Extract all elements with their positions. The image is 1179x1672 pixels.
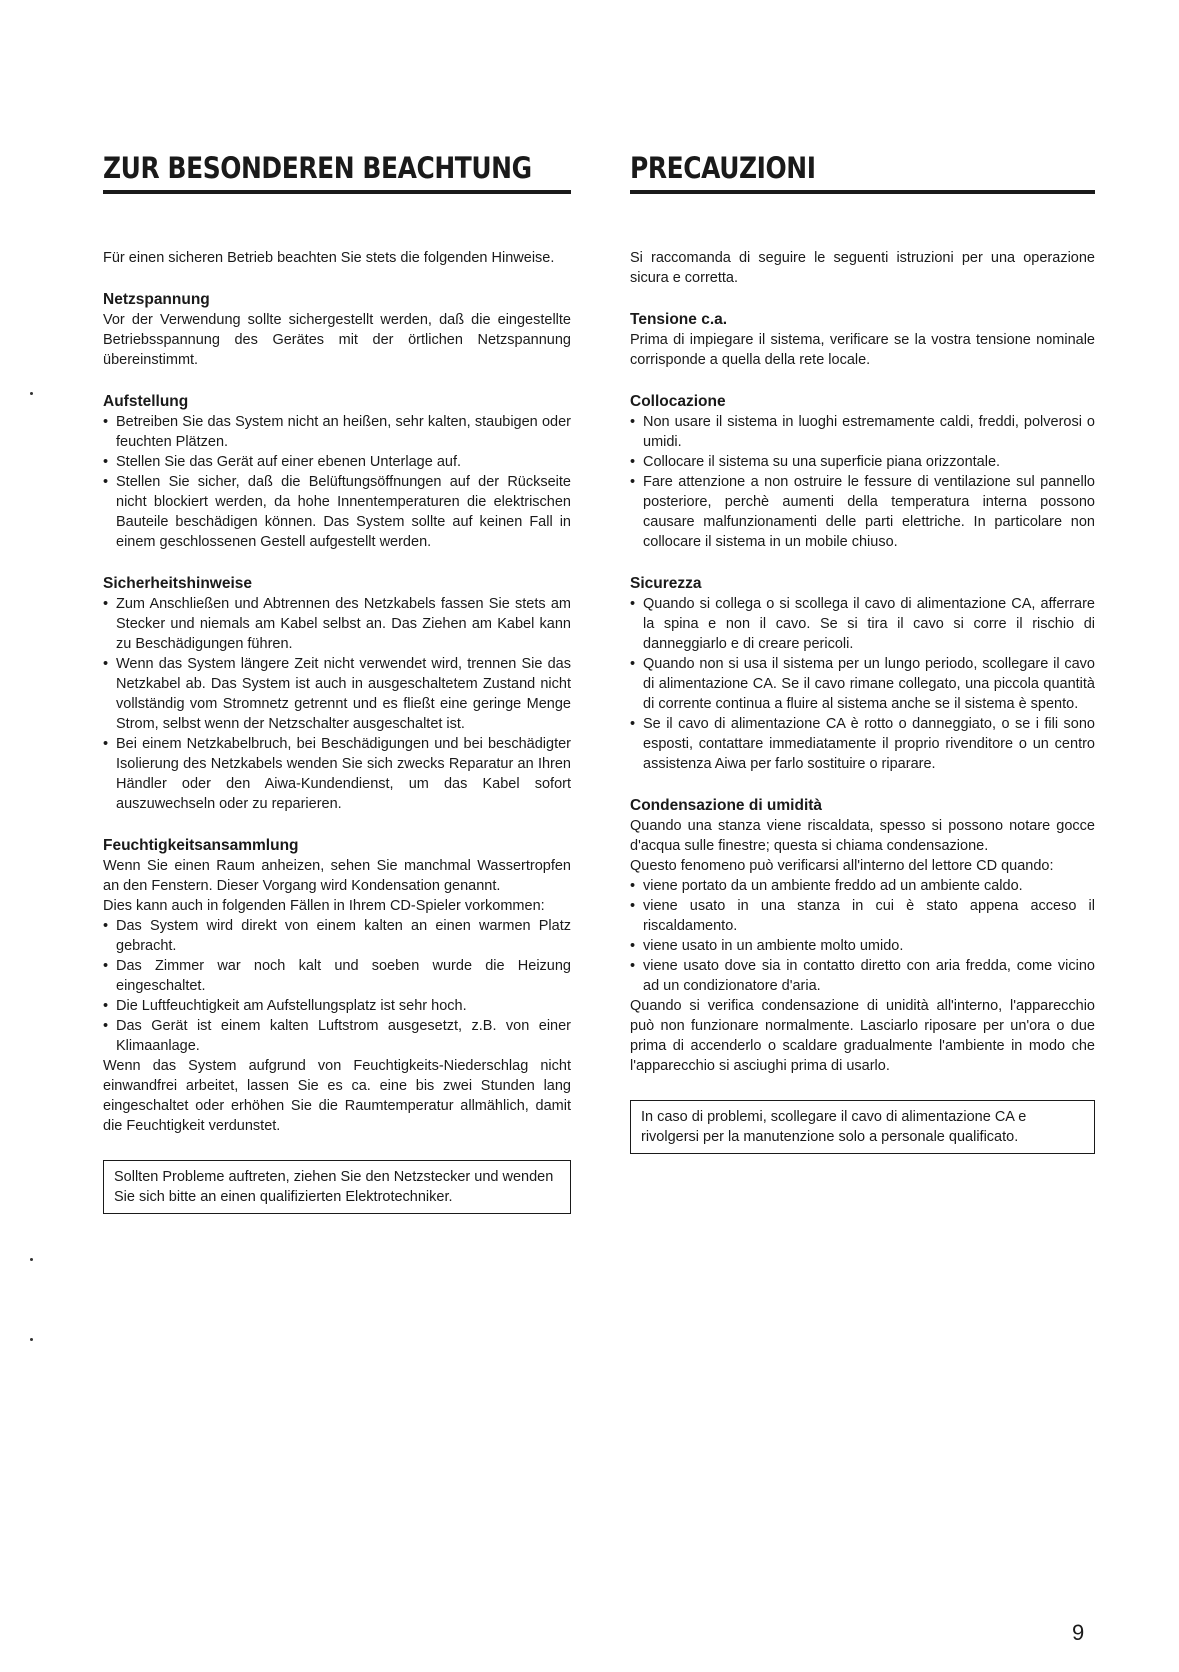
page-number: 9 xyxy=(1072,1620,1085,1645)
list-item: • Fare attenzione a non ostruire le fessure di ventilazione sul pannello posteriore, perchè aumenti della temperatura interna possono causare malfunzionamenti delle parti elettriche. In particolare non collocare il sistema in un mobile chiuso. xyxy=(630,474,1095,550)
section-sicherheitshinweise xyxy=(103,574,571,814)
section-text: Vor der Verwendung sollte sichergestellt werden, daß die eingestellte Betriebsspannung des Gerätes mit der örtlichen Netzspannung übereinstimmt. xyxy=(103,312,571,368)
list-item: • Zum Anschließen und Abtrennen des Netzkabels fassen Sie stets am Stecker und niemals am Kabel selbst an. Das Ziehen am Kabel kann zu Beschädigungen führen. xyxy=(103,596,571,652)
list-item: • Stellen Sie sicher, daß die Belüftungsöffnungen auf der Rückseite nicht blockiert werden, da hohe Innentemperaturen die elektrischen Bauteile beschädigen können. Das System sollte auf keinen Fall in einem geschlossenen Gestell aufgestellt werden. xyxy=(103,474,571,550)
list-item: • Non usare il sistema in luoghi estremamente caldi, freddi, polverosi o umidi. xyxy=(630,414,1095,450)
bullet-list xyxy=(103,916,571,1056)
german-notice-box: Sollten Probleme auftreten, ziehen Sie den Netzstecker und wenden Sie sich bitte an einen qualifizierten Elektrotechniker. xyxy=(103,1160,571,1214)
italian-title: PRECAUZIONI xyxy=(630,151,816,185)
section-condensazione xyxy=(630,796,1095,1076)
section-heading: Collocazione xyxy=(630,393,726,410)
list-item: • Das System wird direkt von einem kalten an einen warmen Platz gebracht. xyxy=(103,918,571,954)
section-collocazione xyxy=(630,392,1095,552)
section-tensione xyxy=(630,310,1095,370)
section-heading: Aufstellung xyxy=(103,393,189,410)
section-text: Quando si verifica condensazione di unidità all'interno, l'apparecchio può non funzionare normalmente. Lasciarlo riposare per un'ora o due prima di accenderlo o scaldare gradualmente l'ambiente in modo che l'apparecchio si asciughi prima di usarlo. xyxy=(630,998,1095,1074)
section-heading: Feuchtigkeitsansammlung xyxy=(103,837,299,854)
list-item: • viene usato in una stanza in cui è stato appena acceso il riscaldamento. xyxy=(630,898,1095,934)
list-item: • Se il cavo di alimentazione CA è rotto o danneggiato, o se i fili sono esposti, contattare immediatamente il proprio rivenditore o un centro assistenza Aiwa per farlo sostituire o riparare. xyxy=(630,716,1095,772)
bullet-list xyxy=(630,412,1095,552)
italian-title-rule xyxy=(630,190,1095,194)
bullet-list xyxy=(103,594,571,814)
section-feuchtigkeitsansammlung xyxy=(103,836,571,1136)
bullet-list xyxy=(630,876,1095,996)
italian-notice-box: In caso di problemi, scollegare il cavo di alimentazione CA e rivolgersi per la manutenzione solo a personale qualificato. xyxy=(630,1100,1095,1154)
italian-intro: Si raccomanda di seguire le seguenti istruzioni per una operazione sicura e corretta. xyxy=(630,250,1095,286)
section-heading: Sicurezza xyxy=(630,575,702,592)
list-item: • Quando non si usa il sistema per un lungo periodo, scollegare il cavo di alimentazione CA. Se il cavo rimane collegato, una piccola quantità di corrente continua a fluire al sistema anche se il sistema è spento. xyxy=(630,656,1095,712)
german-title-rule xyxy=(103,190,571,194)
section-heading: Tensione c.a. xyxy=(630,311,728,328)
list-item: • Betreiben Sie das System nicht an heißen, sehr kalten, staubigen oder feuchten Plätzen. xyxy=(103,414,571,450)
section-heading: Sicherheitshinweise xyxy=(103,575,253,592)
list-item: • Stellen Sie das Gerät auf einer ebenen Unterlage auf. xyxy=(103,454,462,470)
list-item: • viene usato in un ambiente molto umido. xyxy=(630,938,904,954)
italian-column xyxy=(630,150,1095,1154)
list-item: • viene usato dove sia in contatto diretto con aria fredda, come vicino ad un condizionatore d'aria. xyxy=(630,958,1095,994)
list-item: • Das Zimmer war noch kalt und soeben wurde die Heizung eingeschaltet. xyxy=(103,958,571,994)
scan-speck xyxy=(30,1338,33,1341)
bullet-list xyxy=(630,594,1095,774)
bullet-list xyxy=(103,412,571,552)
section-text: Quando una stanza viene riscaldata, spesso si possono notare gocce d'acqua sulle finestre; questa si chiama condensazione. xyxy=(630,818,1095,854)
section-text: Wenn Sie einen Raum anheizen, sehen Sie manchmal Wassertropfen an den Fenstern. Dieser Vorgang wird Kondensation genannt. xyxy=(103,858,571,894)
section-text: Prima di impiegare il sistema, verificare se la vostra tensione nominale corrisponde a quella della rete locale. xyxy=(630,332,1095,368)
list-item: • Wenn das System längere Zeit nicht verwendet wird, trennen Sie das Netzkabel ab. Das System ist auch in ausgeschaltetem Zustand nicht vollständig vom Stromnetz getrennt und es fließt eine geringe Menge Strom, selbst wenn der Netzschalter ausgeschaltet ist. xyxy=(103,656,571,732)
list-item: • viene portato da un ambiente freddo ad un ambiente caldo. xyxy=(630,878,1023,894)
list-item: • Das Gerät ist einem kalten Luftstrom ausgesetzt, z.B. von einer Klimaanlage. xyxy=(103,1018,571,1054)
list-item: • Collocare il sistema su una superficie piana orizzontale. xyxy=(630,454,1001,470)
scan-speck xyxy=(30,392,33,395)
german-column xyxy=(103,150,571,1214)
section-text: Dies kann auch in folgenden Fällen in Ihrem CD-Spieler vorkommen: xyxy=(103,898,545,914)
section-heading: Condensazione di umidità xyxy=(630,797,823,814)
german-intro: Für einen sicheren Betrieb beachten Sie stets die folgenden Hinweise. xyxy=(103,250,555,266)
list-item: • Quando si collega o si scollega il cavo di alimentazione CA, afferrare la spina e non il cavo. Se si tira il cavo si corre il rischio di danneggiarlo e di creare pericoli. xyxy=(630,596,1095,652)
german-title: ZUR BESONDEREN BEACHTUNG xyxy=(103,151,532,185)
section-sicurezza xyxy=(630,574,1095,774)
list-item: • Bei einem Netzkabelbruch, bei Beschädigungen und bei beschädigter Isolierung des Netzkabels wenden Sie sich zwecks Reparatur an Ihren Händler oder den Aiwa-Kundendienst, um das Kabel sofort auszuwechseln oder zu reparieren. xyxy=(103,736,571,812)
section-heading: Netzspannung xyxy=(103,291,210,308)
section-aufstellung xyxy=(103,392,571,552)
section-text: Wenn das System aufgrund von Feuchtigkeits-Niederschlag nicht einwandfrei arbeitet, lassen Sie es ca. eine bis zwei Stunden lang eingeschaltet oder erhöhen Sie die Raumtemperatur allmählich, damit die Feuchtigkeit verdunstet. xyxy=(103,1058,571,1134)
list-item: • Die Luftfeuchtigkeit am Aufstellungsplatz ist sehr hoch. xyxy=(103,998,467,1014)
section-text: Questo fenomeno può verificarsi all'interno del lettore CD quando: xyxy=(630,858,1054,874)
section-netzspannung xyxy=(103,290,571,370)
scan-speck xyxy=(30,1258,33,1261)
